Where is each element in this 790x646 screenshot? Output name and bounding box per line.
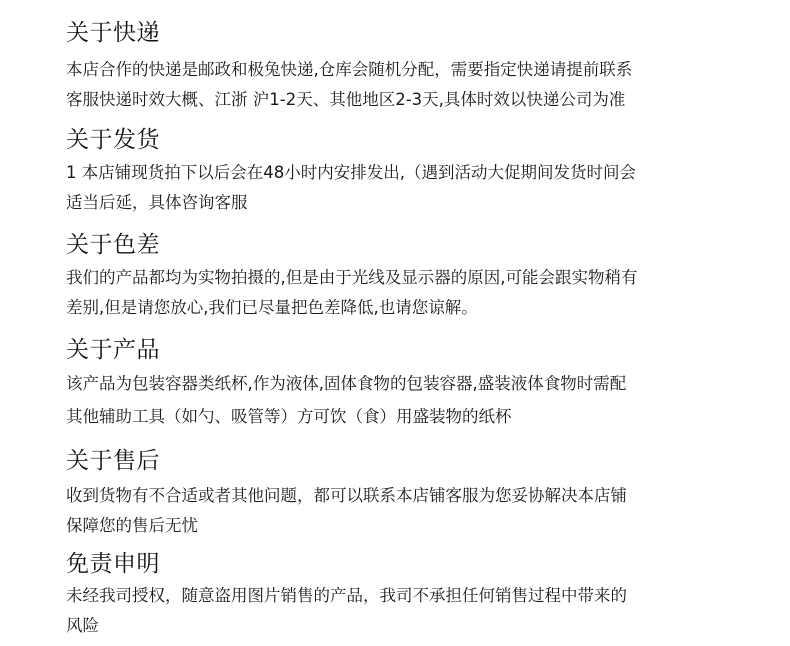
section-title: 关于发货 xyxy=(66,127,160,153)
section-title: 关于产品 xyxy=(66,337,160,363)
body-line: 未经我司授权，随意盗用图片销售的产品，我司不承担任何销售过程中带来的 xyxy=(66,586,627,605)
body-line: 我们的产品都均为实物拍摄的,但是由于光线及显示器的原因,可能会跟实物稍有 xyxy=(66,268,638,287)
section-body xyxy=(66,581,766,641)
section-title: 免责申明 xyxy=(66,551,160,577)
section-body xyxy=(66,369,766,432)
section-after-sales xyxy=(66,446,766,541)
section-body xyxy=(66,263,766,323)
section-title: 关于色差 xyxy=(66,232,160,258)
body-line: 收到货物有不合适或者其他问题，都可以联系本店铺客服为您妥协解决本店铺 xyxy=(66,486,627,505)
section-shipping xyxy=(66,18,766,115)
body-line: 1 本店铺现货拍下以后会在48小时内安排发出,（遇到活动大促期间发货时间会 xyxy=(66,163,636,182)
body-line: 其他辅助工具（如勺、吸管等）方可饮（食）用盛装物的纸杯 xyxy=(66,407,512,426)
section-body xyxy=(66,158,766,218)
section-title: 关于售后 xyxy=(66,448,160,474)
body-line: 适当后延，具体咨询客服 xyxy=(66,193,248,212)
section-body xyxy=(66,481,766,541)
section-disclaimer xyxy=(66,549,766,641)
section-product xyxy=(66,335,766,432)
section-title: 关于快递 xyxy=(66,20,160,46)
body-line: 客服快递时效大概、江浙 沪1-2天、其他地区2-3天,具体时效以快递公司为准 xyxy=(66,90,626,109)
body-line: 差别,但是请您放心,我们已尽量把色差降低,也请您谅解。 xyxy=(66,298,478,317)
body-line: 风险 xyxy=(66,616,99,635)
section-color-difference xyxy=(66,230,766,323)
section-body xyxy=(66,55,766,115)
body-line: 该产品为包装容器类纸杯,作为液体,固体食物的包装容器,盛装液体食物时需配 xyxy=(66,374,627,393)
section-dispatch xyxy=(66,125,766,218)
body-line: 本店合作的快递是邮政和极兔快递,仓库会随机分配，需要指定快递请提前联系 xyxy=(66,60,633,79)
body-line: 保障您的售后无忧 xyxy=(66,516,198,535)
